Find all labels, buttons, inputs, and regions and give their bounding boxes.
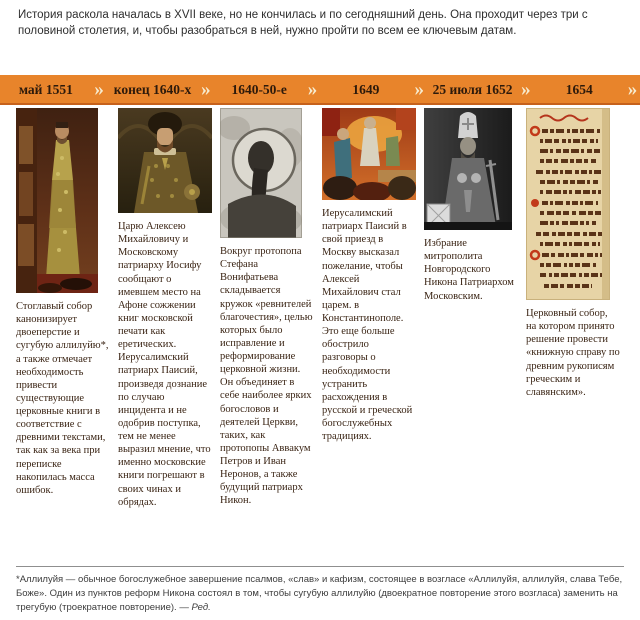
timeline-bar bbox=[0, 75, 640, 105]
timeline-date-cell-3 bbox=[213, 75, 320, 105]
timeline-date: май 1551 bbox=[18, 82, 73, 97]
chevron-right-icon: » bbox=[627, 79, 638, 100]
timeline-entry-text: Избрание митрополита Новгородского Никона Патриархом Московским. bbox=[424, 238, 514, 302]
timeline-entry-text: Вокруг протопопа Стефана Вонифатьева складывается кружок «ревнителей благочестия», целью которых было исправление и реформирование церковной жизни. Он объединяет в себе наиболее ярких богословов и деятелей Церкви, таких, как протопопы Аввакум Петров и Иван Неронов, а также будущий патриарх Никон. bbox=[220, 246, 313, 507]
old-manuscript-page bbox=[526, 108, 620, 300]
timeline-date-cell-6 bbox=[533, 75, 640, 105]
timeline-column-6 bbox=[526, 108, 620, 509]
timeline-columns bbox=[16, 108, 628, 509]
chevron-right-icon: » bbox=[307, 79, 318, 100]
timeline-date: 1649 bbox=[352, 82, 380, 97]
intro-text: История раскола началась в XVII веке, но не кончилась и по сегодняшний день. Она проходит через три с половиной столетия, и, чтобы разобраться в ней, нужно пройти по всем ее ключевым датам. bbox=[18, 9, 588, 38]
timeline-entry-text: Царю Алексею Михайловичу и Московскому патриарху Иосифу сообщают о имевшем место на Афоне сожжении книг московской печати как еретических. Иерусалимский патриарх Паисий, произведя дознание по случаю инцидента и не одобрив поступка, тем не менее выразил мнение, что именно московские книги погрешают в своих чинах и обрядах. bbox=[118, 221, 211, 508]
timeline-column-1 bbox=[16, 108, 110, 509]
timeline-date-cell-5 bbox=[427, 75, 534, 105]
timeline-date: 25 июля 1652 bbox=[432, 82, 513, 97]
timeline-column-3 bbox=[220, 108, 314, 509]
timeline-date-cell-4 bbox=[320, 75, 427, 105]
timeline-date: 1640-50-е bbox=[231, 82, 287, 97]
timeline-entry-text: Церковный собор, на котором принято решение провести «книжную справу по древним рукописям греческим и славянским». bbox=[526, 308, 620, 398]
timeline-entry-text: Стоглавый собор канонизирует двоеперстие и сугубую аллилуйю*, а также отмечает необходимость привести существующие церковные книги в соответствие с древними текстами, так как за века при переписке накопилась масса ошибок. bbox=[16, 301, 109, 496]
footnote-text bbox=[16, 573, 624, 614]
footnote-divider bbox=[16, 566, 624, 567]
timeline-column-4 bbox=[322, 108, 416, 509]
timeline-column-5 bbox=[424, 108, 518, 509]
timeline-column-2 bbox=[118, 108, 212, 509]
chevron-right-icon: » bbox=[94, 79, 104, 100]
tsar-alexei-portrait bbox=[118, 108, 212, 213]
stoglav-tsar-painting bbox=[16, 108, 110, 293]
patriarch-paisius-moscow-painting bbox=[322, 108, 416, 200]
chevron-right-icon: » bbox=[201, 79, 211, 100]
stefan-vonifatiev-fresco bbox=[220, 108, 314, 238]
footnote-body: *Аллилуйя — обычное богослужебное завершение псалмов, «слав» и кафизм, состоящее в возгласе «Аллилуйя, аллилуйя, слава Тебе, Боже». Один из пунктов реформ Никона состоял в том, чтобы сугубую аллилуйю (двоекратное повторение этого возгласа) заменить на трегубую (троекратное повторение). bbox=[16, 574, 623, 613]
timeline-entry-text: Иерусалимский патриарх Паисий в свой приезд в Москву высказал пожелание, чтобы Алексей Михайлович стал царем. в Константинополе. Это еще больше обострило разговоры о необходимости устранить расхождения в русской и греческой богослужебных традициях. bbox=[322, 208, 413, 443]
timeline-date: 1654 bbox=[565, 82, 593, 97]
timeline-date-cell-2 bbox=[107, 75, 214, 105]
patriarch-nikon-portrait bbox=[424, 108, 518, 230]
footnote-editor-signature: — Ред. bbox=[179, 601, 211, 613]
chevron-right-icon: » bbox=[521, 79, 531, 100]
timeline-date-cell-1 bbox=[0, 75, 107, 105]
timeline-date: конец 1640-х bbox=[113, 82, 192, 97]
chevron-right-icon: » bbox=[414, 79, 424, 100]
